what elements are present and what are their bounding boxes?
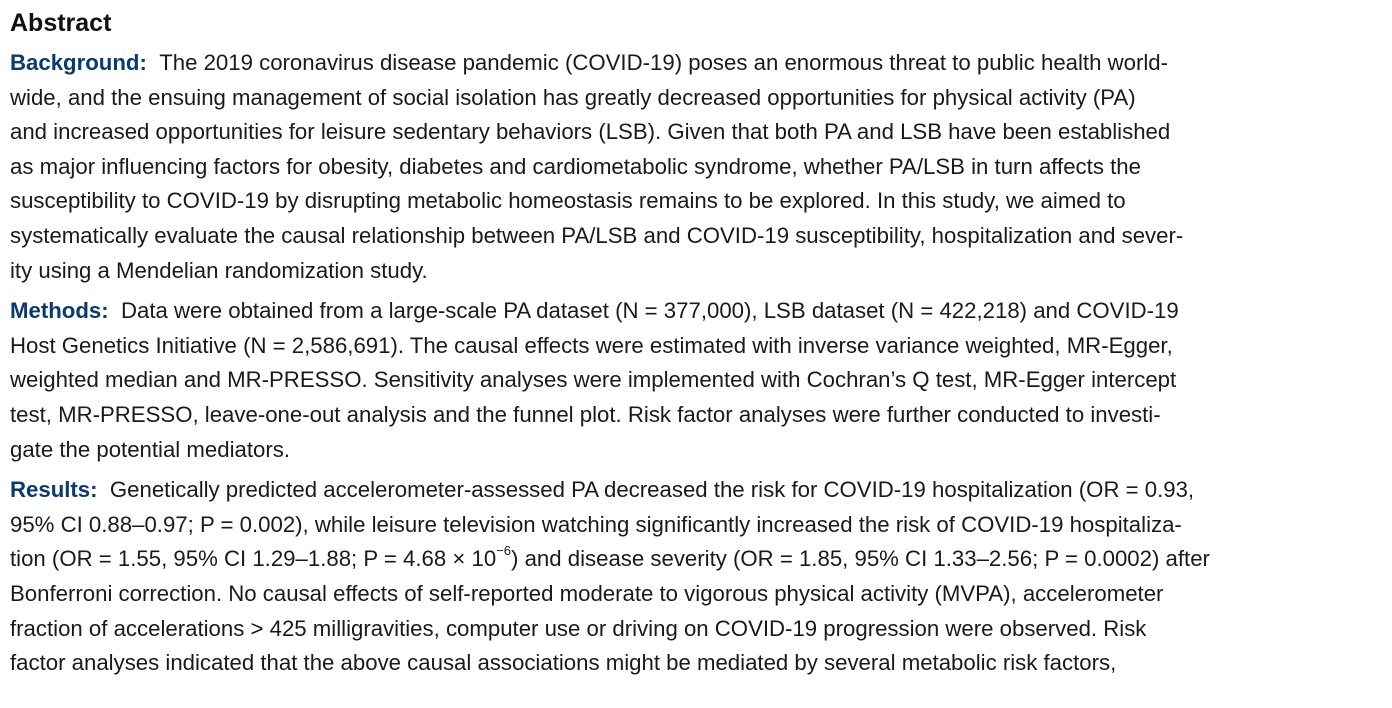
methods-line: Host Genetics Initiative (N = 2,586,691). The causal effects were estimated with inverse variance weighted, MR-Egger, [10,332,1173,358]
methods-text: Data were obtained from a large-scale PA dataset (N = 377,000), LSB dataset (N = 422,218) and COVID-19 [120,298,1179,324]
results-line: factor analyses indicated that the above causal associations might be mediated by several metabolic risk factors, [10,650,1117,676]
background-section [10,46,1384,288]
abstract-heading: Abstract [10,9,112,37]
background-line: and increased opportunities for leisure sedentary behaviors (LSB). Given that both PA and LSB have been established [10,119,1171,145]
methods-line: weighted median and MR-PRESSO. Sensitivity analyses were implemented with Cochran’s Q test, MR-Egger intercept [10,367,1177,393]
results-line [10,473,1384,508]
results-text-post: ) and disease severity (OR = 1.85, 95% CI 1.33–2.56; P = 0.0002) after [511,546,1210,572]
results-line [10,542,1384,577]
results-paragraph [10,473,1384,681]
methods-line: gate the potential mediators. [10,436,290,462]
results-label: Results: [10,477,98,503]
background-text: The 2019 coronavirus disease pandemic (COVID-19) poses an enormous threat to public health world- [159,50,1169,75]
background-line: susceptibility to COVID-19 by disrupting metabolic homeostasis remains to be explored. In this study, we aimed to [10,188,1126,214]
background-line: as major influencing factors for obesity, diabetes and cardiometabolic syndrome, whether PA/LSB in turn affects the [10,153,1141,179]
background-line: ity using a Mendelian randomization study. [10,257,428,283]
methods-line: test, MR-PRESSO, leave-one-out analysis and the funnel plot. Risk factor analyses were further conducted to investi- [10,401,1161,427]
background-paragraph [10,46,1384,288]
methods-paragraph [10,294,1384,467]
results-text: Genetically predicted accelerometer-assessed PA decreased the risk for COVID-19 hospitalization (OR = 0.93, [109,477,1195,503]
methods-label: Methods: [10,298,109,324]
methods-line [10,294,1384,329]
results-text-pre: tion (OR = 1.55, 95% CI 1.29–1.88; P = 4.68 × 10 [10,546,497,572]
background-label: Background: [10,50,147,75]
exponent: −6 [496,542,512,558]
results-line: 95% CI 0.88–0.97; P = 0.002), while leisure television watching significantly increased the risk of COVID-19 hospitaliza- [10,511,1182,537]
background-line: wide, and the ensuing management of social isolation has greatly decreased opportunities for physical activity (PA) [10,84,1136,110]
results-line: fraction of accelerations > 425 milligravities, computer use or driving on COVID-19 progression were observed. Risk [10,615,1147,641]
results-line: Bonferroni correction. No causal effects of self-reported moderate to vigorous physical activity (MVPA), accelerometer [10,580,1164,606]
background-line: systematically evaluate the causal relationship between PA/LSB and COVID-19 susceptibility, hospitalization and sever- [10,222,1184,248]
methods-section [10,294,1384,467]
background-line [10,46,1384,81]
results-section [10,473,1384,681]
